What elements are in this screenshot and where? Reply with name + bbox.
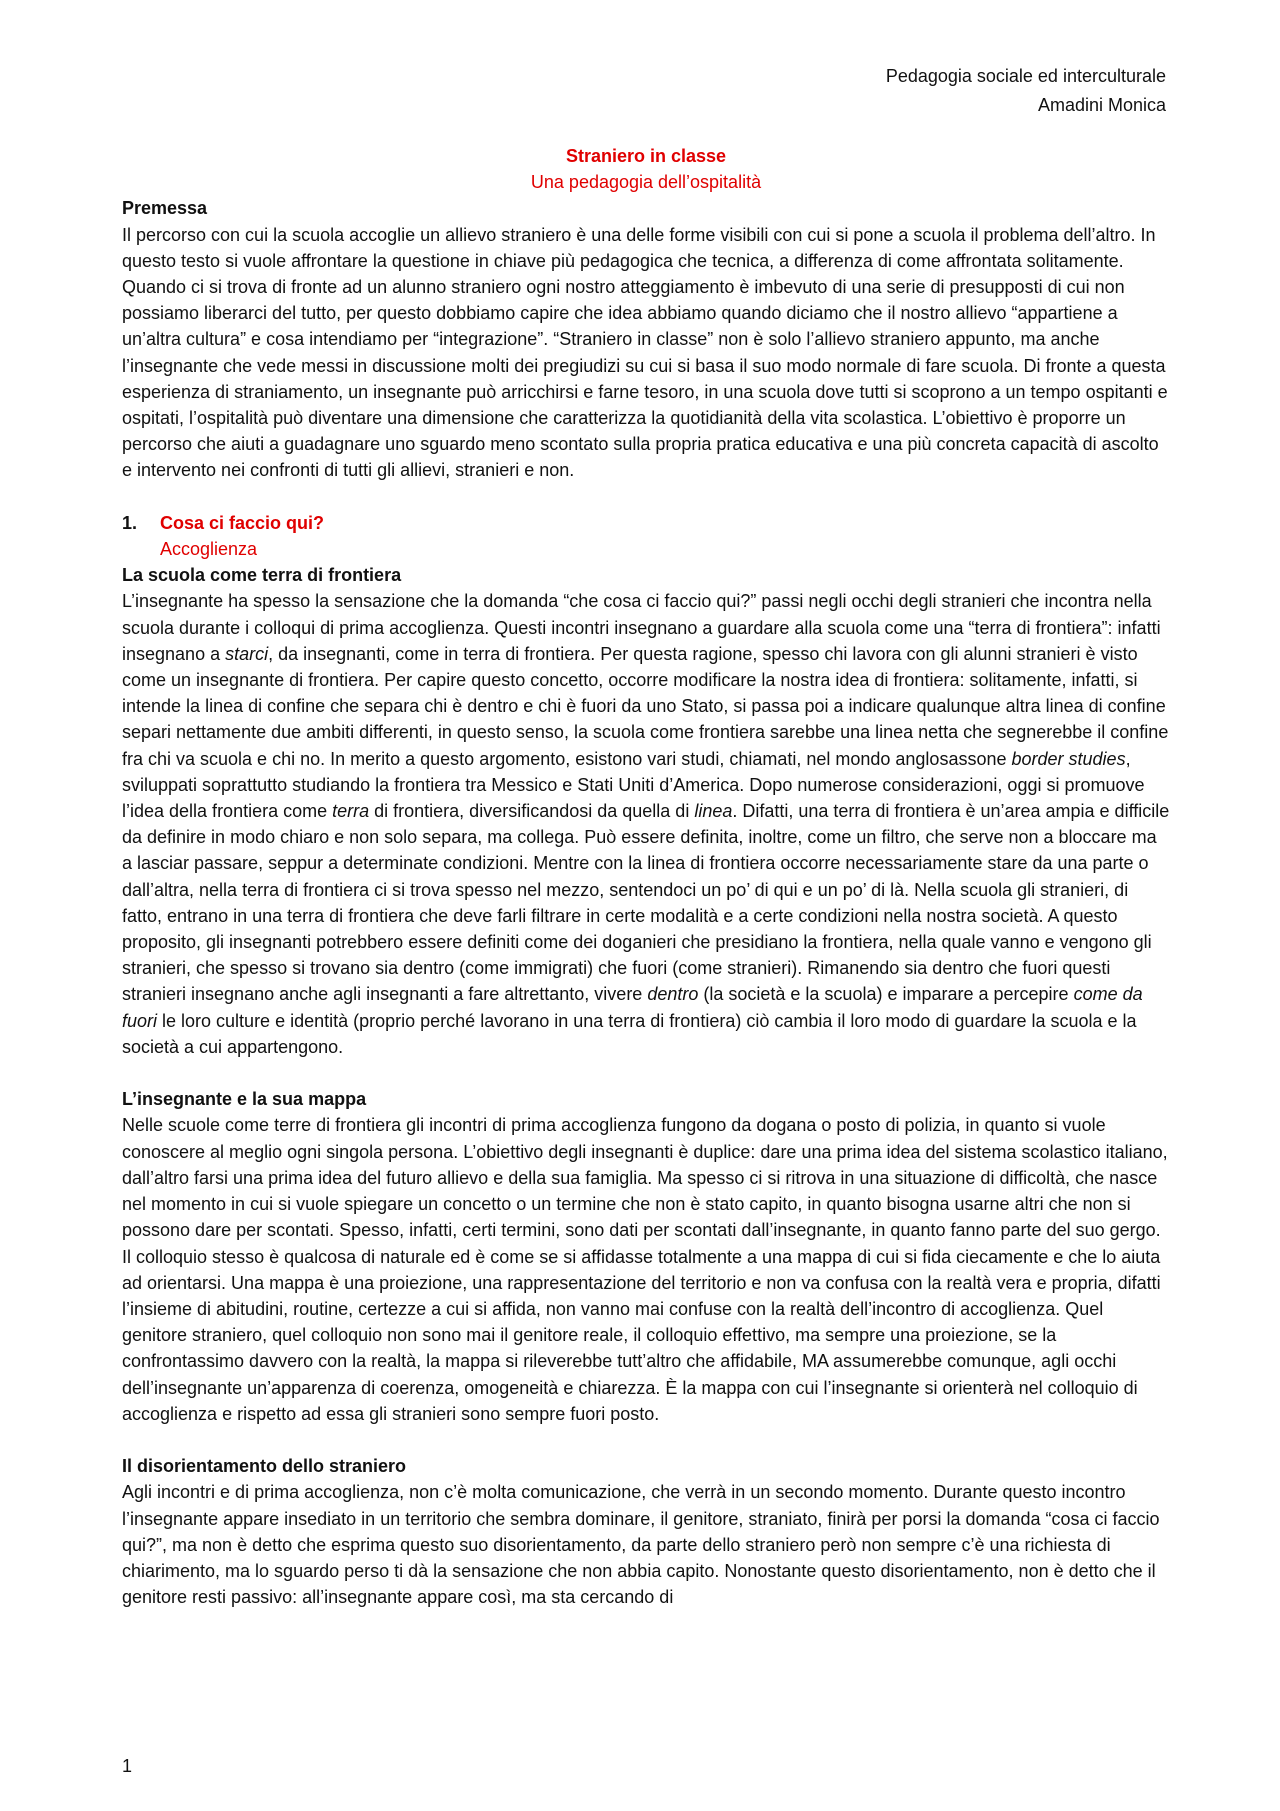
text-run: (la società e la scuola) e imparare a percepire — [698, 984, 1074, 1005]
blank-line — [122, 484, 1170, 510]
section-paragraph-frontiera — [122, 588, 1170, 1060]
document-body — [122, 143, 1170, 1610]
text-run: L’insegnante ha spesso la sensazione che la domanda “che cosa ci faccio qui?” passi negli occhi degli stranieri che incontra nella scuola durante i colloqui di prima accoglienza. Questi incontri insegnano a guardare alla scuola come una “terra di frontiera”: infatti insegnano a — [122, 591, 1161, 664]
italic-run: border studies — [1011, 748, 1126, 769]
chapter-number: 1. — [122, 512, 138, 533]
italic-run: terra — [332, 801, 370, 822]
text-run: le loro culture e identità (proprio perché lavorano in una terra di frontiera) ciò cambia il loro modo di guardare la scuola e la società a cui appartengono. — [122, 1010, 1137, 1057]
text-run: . Difatti, una terra di frontiera è un’area ampia e difficile da definire in modo chiaro e non solo separa, ma collega. Può essere definita, inoltre, come un filtro, che serve non a bloccare ma a lasciar passare, seppur a determinate condizioni. Mentre con la linea di frontiera occorre necessariamente stare da una parte o dall’altra, nella terra di frontiera ci si trova spesso nel mezzo, sentendoci un po’ di qui e un po’ di là. Nella scuola gli stranieri, di fatto, entrano in una terra di frontiera che deve farli filtrare in certe modalità e a certe condizioni nella nostra società. A questo proposito, gli insegnanti potrebbero essere definiti come dei doganieri che presidiano la frontiera, nella quale vanno e vengono gli stranieri, che spesso si trovano sia dentro (come immigrati) che fuori (come stranieri). Rimanendo sia dentro che fuori questi stranieri insegnano anche agli insegnanti a fare altrettanto, vivere — [122, 801, 1170, 1005]
italic-run: come da fuori — [122, 984, 1143, 1031]
italic-run: dentro — [647, 984, 699, 1005]
chapter-subtitle: Accoglienza — [160, 539, 258, 560]
text-run: , sviluppati soprattutto studiando la frontiera tra Messico e Stati Uniti d’America. Dopo numerose considerazioni, oggi si promuove l’idea della frontiera come — [122, 748, 1145, 822]
chapter-heading — [122, 510, 1170, 536]
section-heading-disorientamento: Il disorientamento dello straniero — [122, 1456, 407, 1477]
text-run: , da insegnanti, come in terra di frontiera. Per questa ragione, spesso chi lavora con gli alunni stranieri è visto come un insegnante di frontiera. Per capire questo concetto, occorre modificare la nostra idea di frontiera: solitamente, infatti, si intende la linea di confine che separa chi è dentro e chi è fuori da uno Stato, si passa poi a indicare qualunque altra linea di confine separi nettamente due ambiti differenti, in questo senso, la scuola come frontiera sarebbe una linea netta che segnerebbe il confine fra chi va scuola e chi no. In merito a questo argomento, esistono vari studi, chiamati, nel mondo anglosassone — [122, 643, 1169, 769]
chapter-title: Cosa ci faccio qui? — [160, 512, 325, 533]
document-title: Straniero in classe — [565, 146, 727, 166]
section-paragraph-disorientamento: Agli incontri e di prima accoglienza, non c’è molta comunicazione, che verrà in un secondo momento. Durante questo incontro l’insegnante appare insediato in un territorio che sembra dominare, il genitore, straniato, finirà per porsi la domanda “cosa ci faccio qui?”, ma non è detto che esprima questo suo disorientamento, da parte dello straniero però non sempre c’è una richiesta di chiarimento, ma lo sguardo perso ti dà la sensazione che non abbia capito. Nonostante questo disorientamento, non è detto che il genitore resti passivo: all’insegnante appare così, ma sta cercando di — [122, 1482, 1160, 1608]
document-subtitle: Una pedagogia dell’ospitalità — [530, 172, 762, 193]
author-name: Amadini Monica — [1037, 95, 1166, 115]
page-number: 1 — [122, 1756, 133, 1776]
blank-line — [122, 1427, 1170, 1453]
italic-run: starci — [225, 643, 269, 664]
premessa-paragraph: Il percorso con cui la scuola accoglie un allievo straniero è una delle forme visibili con cui si pone a scuola il problema dell’altro. In questo testo si vuole affrontare la questione in chiave più pedagogica che tecnica, a differenza di come affrontata solitamente. Quando ci si trova di fronte ad un alunno straniero ogni nostro atteggiamento è imbevuto di una serie di presupposti di cui non possiamo liberarci del tutto, per questo dobbiamo capire che idea abbiamo quando diciamo che il nostro allievo “appartiene a un’altra cultura” e cosa intendiamo per “integrazione”. “Straniero in classe” non è solo l’allievo straniero appunto, ma anche l’insegnante che vede messi in discussione molti dei pregiudizi su cui si basa il suo modo normale di fare scuola. Di fronte a questa esperienza di straniamento, un insegnante può arricchirsi e farne tesoro, in una scuola dove tutti si scoprono a un tempo ospitanti e ospitati, l’ospitalità può diventare una dimensione che caratterizza la quotidianità della vita scolastica. L’obiettivo è proporre un percorso che aiuti a guadagnare uno sguardo meno scontato sulla propria pratica educativa e una più concreta capacità di ascolto e intervento nei confronti di tutti gli allievi, stranieri e non. — [122, 224, 1168, 481]
course-name: Pedagogia sociale ed interculturale — [885, 66, 1166, 86]
section-paragraph-mappa: Nelle scuole come terre di frontiera gli incontri di prima accoglienza fungono da dogana o posto di polizia, in quanto si vuole conoscere al meglio ogni singola persona. L’obiettivo degli insegnanti è duplice: dare una prima idea del sistema scolastico italiano, dall’altro farsi una prima idea del futuro allievo e della sua famiglia. Ma spesso ci si ritrova in una situazione di difficoltà, che nasce nel momento in cui si vuole spiegare un concetto o un termine che non è stato capito, in quanto bisogna usarne altri che non si possono dare per scontati. Spesso, infatti, certi termini, sono dati per scontati dall’insegnante, in quanto fanno parte del suo gergo. Il colloquio stesso è qualcosa di naturale ed è come se si affidasse totalmente a una mappa di cui si fida ciecamente e che lo aiuta ad orientarsi. Una mappa è una proiezione, una rappresentazione del territorio e non va confusa con la realtà vera e propria, difatti l’insieme di abitudini, routine, certezze a cui si affida, non vanno mai confuse con la realtà dell’incontro di accoglienza. Quel genitore straniero, quel colloquio non sono mai il genitore reale, il colloquio effettivo, ma sempre una proiezione, se la confrontassimo davvero con la realtà, la mappa si rileverebbe tutt’altro che affidabile, MA assumerebbe comunque, agli occhi dell’insegnante un’apparenza di coerenza, omogeneità e chiarezza. È la mappa con cui l’insegnante si orienterà nel colloquio di accoglienza e rispetto ad essa gli stranieri sono sempre fuori posto. — [122, 1115, 1168, 1424]
section-heading-frontiera: La scuola come terra di frontiera — [122, 565, 402, 586]
text-run: di frontiera, diversificandosi da quella di — [369, 801, 695, 822]
blank-line — [122, 1060, 1170, 1086]
section-heading-mappa: L’insegnante e la sua mappa — [122, 1089, 367, 1110]
page-header — [886, 62, 1166, 120]
premessa-heading: Premessa — [122, 198, 208, 219]
italic-run: linea — [694, 801, 733, 822]
